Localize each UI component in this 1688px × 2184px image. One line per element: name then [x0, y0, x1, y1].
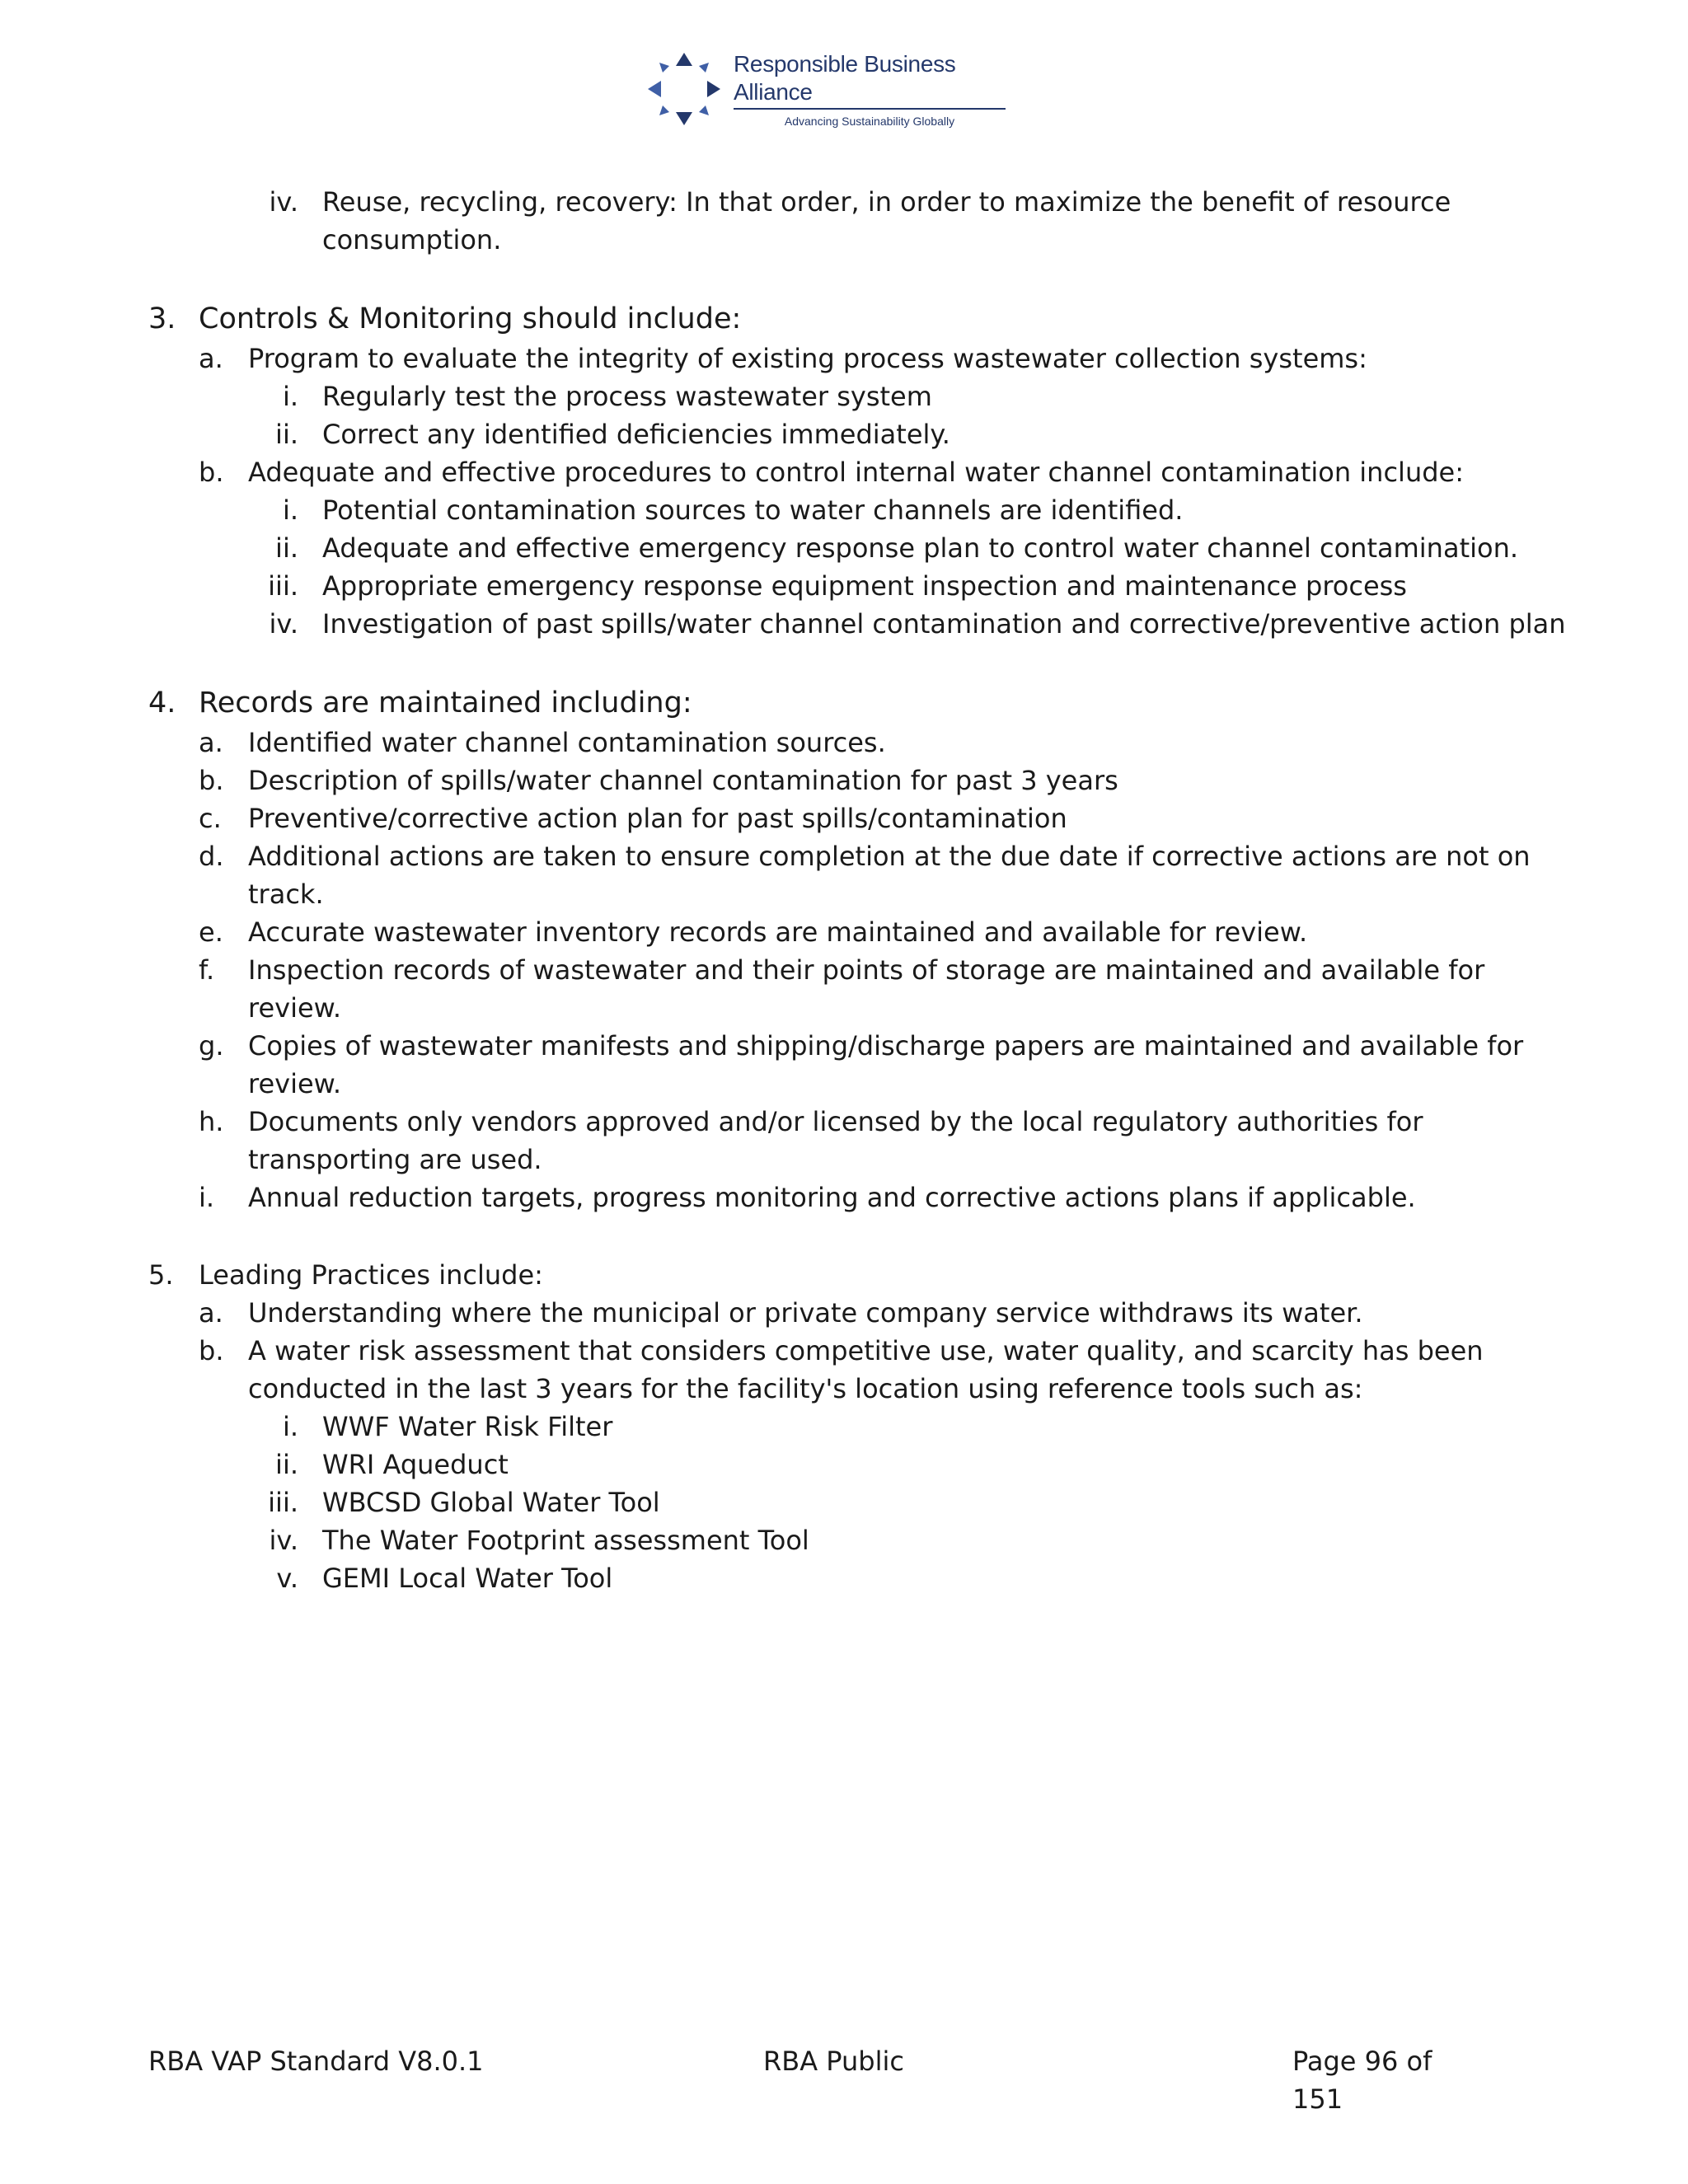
page-footer [148, 2042, 1467, 2115]
list-item-continuation: review. [248, 1068, 342, 1099]
list-item: a. Understanding where the municipal or private company service withdraws its water. [199, 1297, 1363, 1329]
list-item: ii. WRI Aqueduct [275, 1449, 509, 1480]
list-item: c. Preventive/corrective action plan for past spills/contamination [199, 803, 1067, 834]
list-item: d. Additional actions are taken to ensure completion at the due date if corrective actions are not on [199, 841, 1531, 872]
list-item: iii. Appropriate emergency response equipment inspection and maintenance process [268, 570, 1407, 602]
list-item-continuation: track. [248, 879, 324, 910]
list-item: i. Potential contamination sources to water channels are identified. [282, 494, 1184, 526]
list-item: i. WWF Water Risk Filter [282, 1411, 613, 1442]
list-item: v. GEMI Local Water Tool [276, 1563, 613, 1594]
list-item: g. Copies of wastewater manifests and shipping/discharge papers are maintained and available for [199, 1030, 1524, 1062]
list-item: iv. Reuse, recycling, recovery: In that order, in order to maximize the benefit of resource [269, 186, 1451, 218]
list-item-continuation: consumption. [322, 224, 502, 255]
list-item: iii. WBCSD Global Water Tool [268, 1487, 660, 1518]
list-item: i. Annual reduction targets, progress monitoring and corrective actions plans if applicable. [199, 1182, 1416, 1213]
list-item-continuation: conducted in the last 3 years for the facility's location using reference tools such as: [248, 1373, 1363, 1404]
list-item-continuation: transporting are used. [248, 1144, 542, 1175]
list-item: a. Identified water channel contamination sources. [199, 727, 886, 758]
logo-tagline: Advancing Sustainability Globally [784, 115, 955, 128]
list-item: f. Inspection records of wastewater and their points of storage are maintained and available for [199, 954, 1485, 986]
section-heading-3: 3. Controls & Monitoring should include: [148, 302, 742, 335]
list-item: ii. Adequate and effective emergency response plan to control water channel contamination. [275, 532, 1519, 564]
footer-page-number: Page 96 of 151 [1292, 2046, 1432, 2115]
list-item: b. A water risk assessment that considers competitive use, water quality, and scarcity has been [199, 1335, 1484, 1366]
rba-logo [643, 48, 1006, 130]
list-item: a. Program to evaluate the integrity of existing process wastewater collection systems: [199, 343, 1367, 374]
footer-document-id: RBA VAP Standard V8.0.1 [148, 2046, 484, 2077]
list-item: e. Accurate wastewater inventory records are maintained and available for review. [199, 916, 1308, 948]
list-item: h. Documents only vendors approved and/or licensed by the local regulatory authorities for [199, 1106, 1423, 1137]
list-item: ii. Correct any identified deficiencies immediately. [275, 419, 950, 450]
rba-compass-logo-icon [643, 48, 725, 130]
logo-name: Responsible Business Alliance [734, 50, 1006, 110]
list-item: iv. The Water Footprint assessment Tool [269, 1525, 809, 1556]
document-body [148, 183, 1566, 1597]
list-item-continuation: review. [248, 992, 342, 1024]
list-item: b. Adequate and effective procedures to control internal water channel contamination include: [199, 457, 1464, 488]
footer-classification: RBA Public [763, 2046, 904, 2077]
list-item: b. Description of spills/water channel contamination for past 3 years [199, 765, 1118, 796]
section-heading-4: 4. Records are maintained including: [148, 687, 692, 719]
section-heading-5: 5. Leading Practices include: [148, 1259, 543, 1291]
list-item: i. Regularly test the process wastewater system [282, 381, 932, 412]
list-item: iv. Investigation of past spills/water channel contamination and corrective/preventive action plan [269, 608, 1566, 640]
